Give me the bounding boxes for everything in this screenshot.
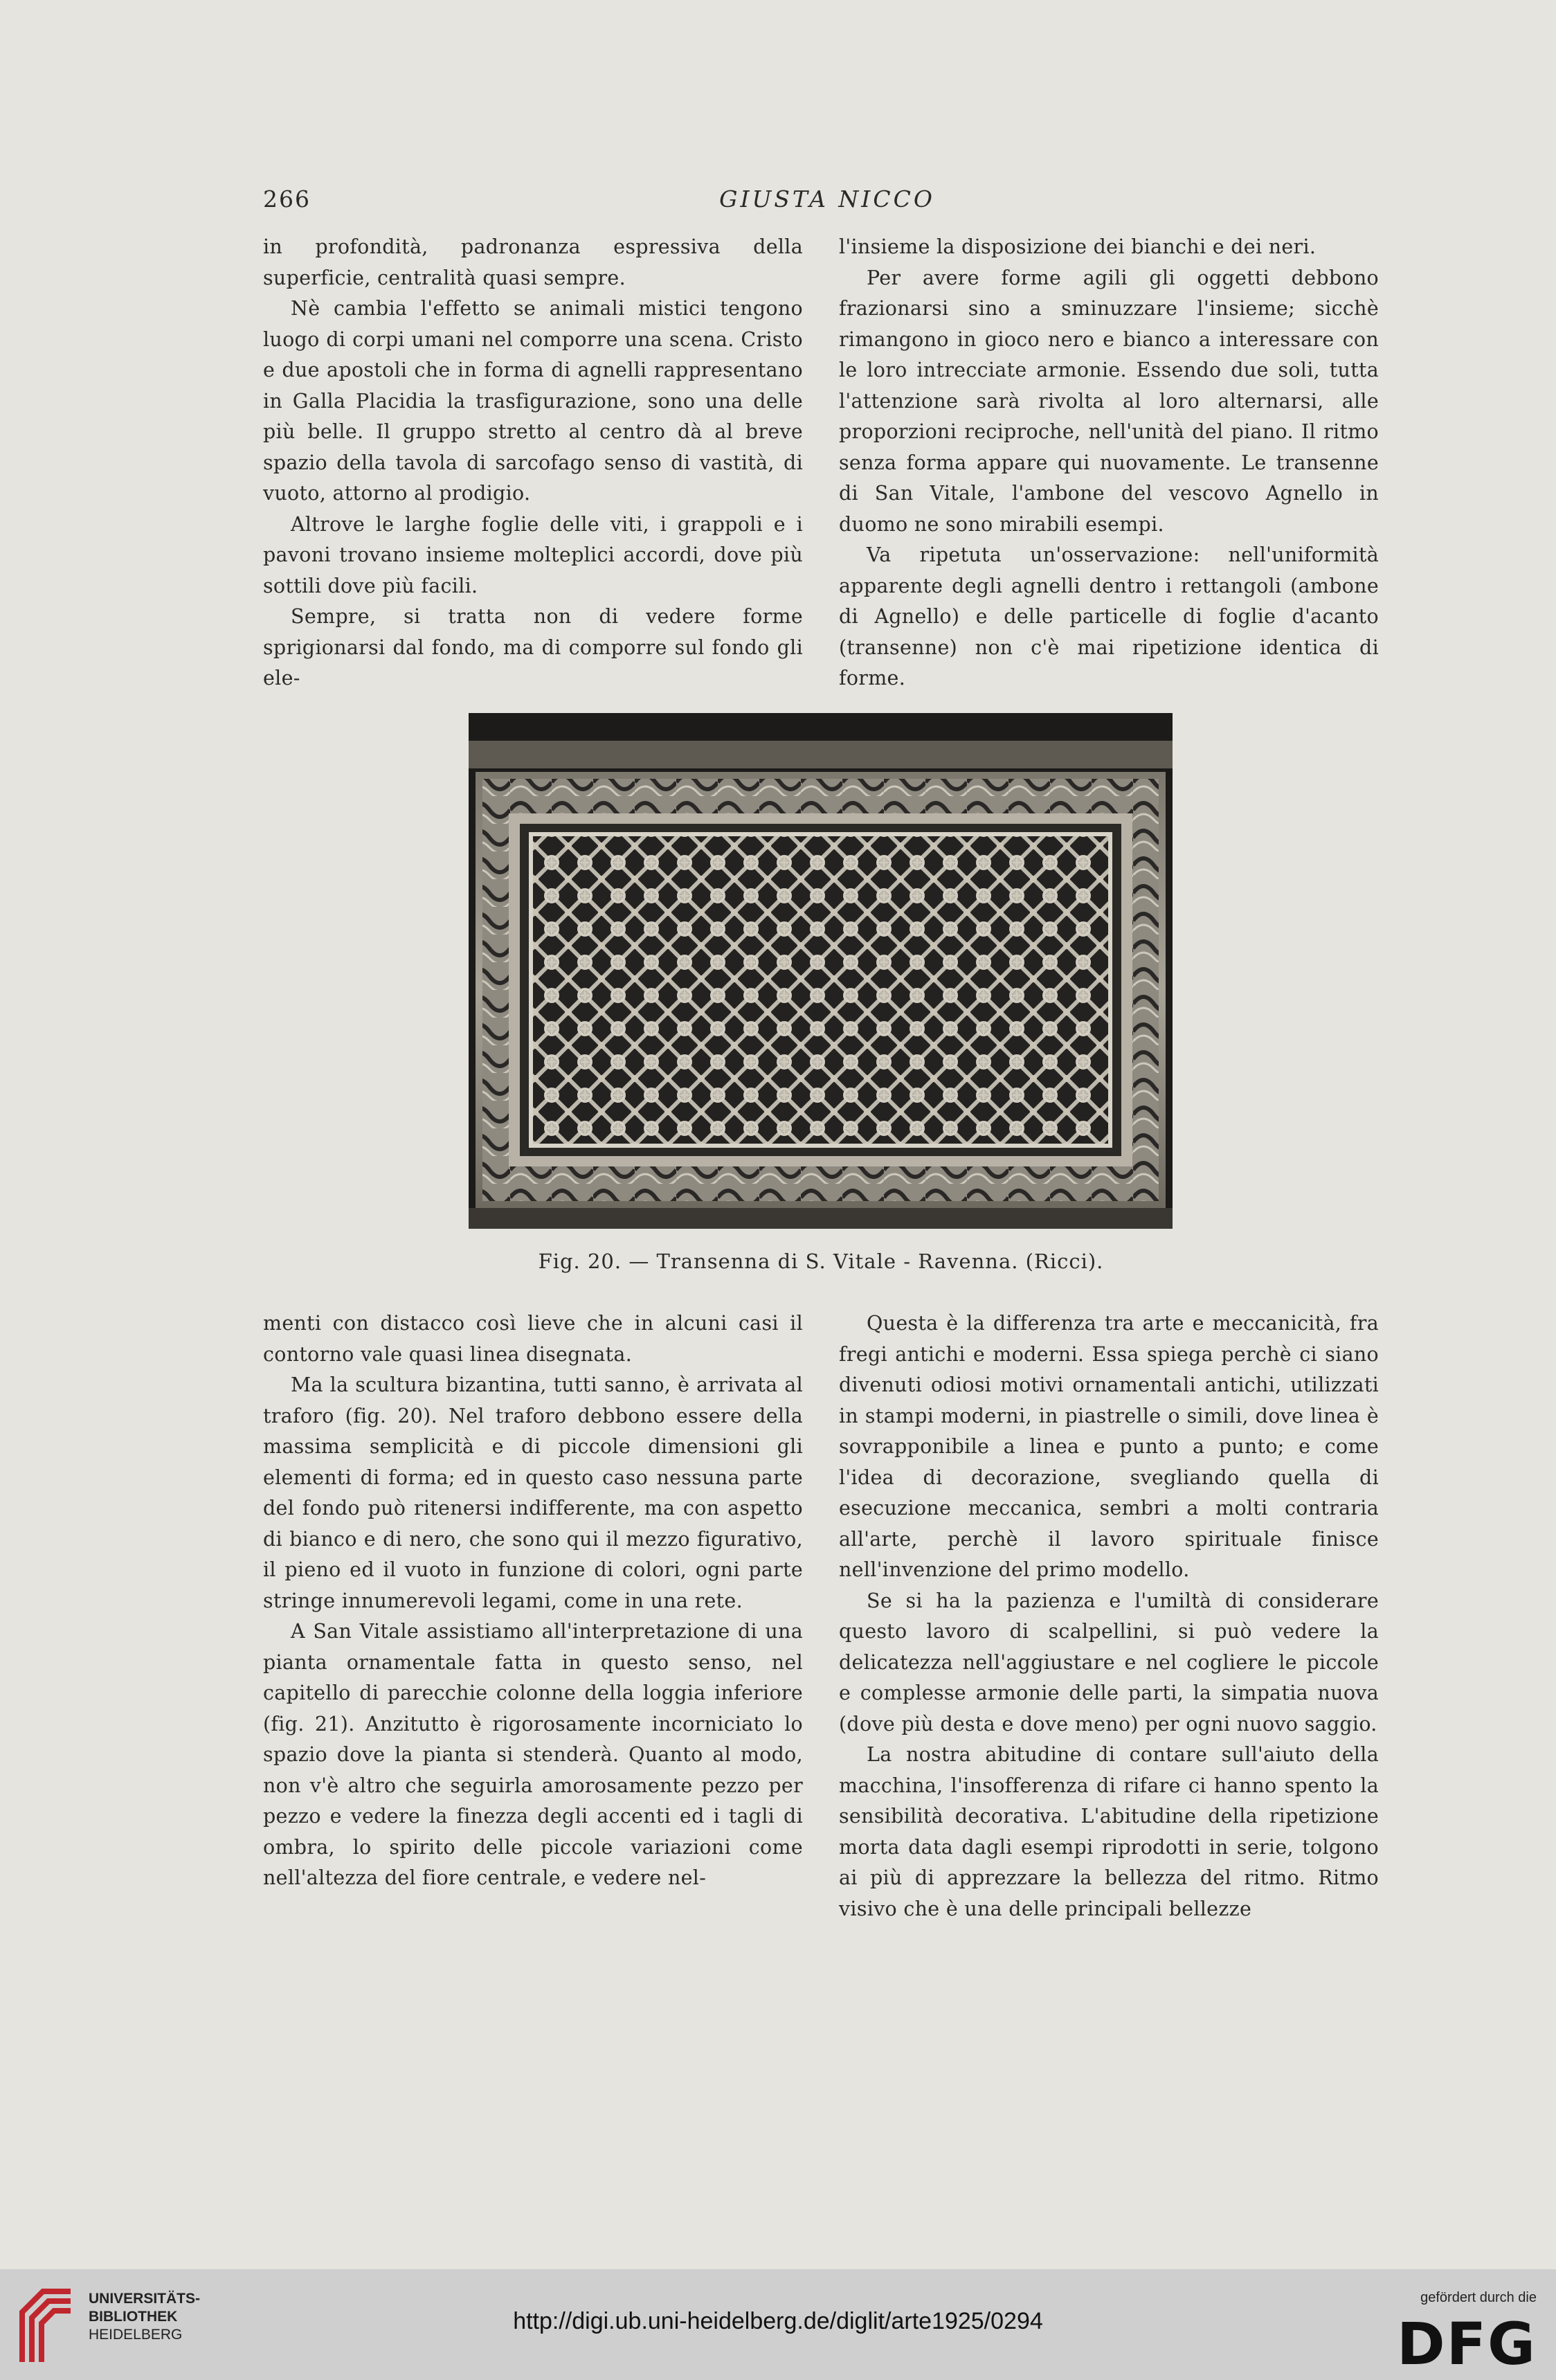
paragraph: Se si ha la pazienza e l'umiltà di considerare questo lavoro di scalpellini, si può vedere la delicatezza nell'aggiustare e nel cogliere le piccole e complesse armonie delle parti, la simpatia nuova (dove più desta e dove meno) per ogni nuovo saggio. (839, 1589, 1379, 1736)
paragraph: A San Vitale assistiamo all'interpretazione di una pianta ornamentale fatta in questo senso, nel capitello di parecchie colonne della loggia inferiore (fig. 21). Anzitutto è rigorosamente incorniciato lo spazio dove la pianta si stenderà. Quanto al modo, non v'è altro che seguirla amorosamente pezzo per pezzo e vedere la finezza degli accenti ed i tagli di ombra, lo spirito delle piccole variazioni come nell'altezza del fiore centrale, e vedere nel- (263, 1620, 803, 1889)
permalink-url[interactable]: http://digi.ub.uni-heidelberg.de/diglit/arte1925/0294 (513, 2308, 1043, 2334)
funding-label: gefördert durch die (1420, 2290, 1537, 2305)
paragraph: Altrove le larghe foglie delle viti, i grappoli e i pavoni trovano insieme molteplici accordi, dove più sottili dove più facili. (263, 512, 803, 597)
paragraph: Sempre, si tratta non di vedere forme sprigionarsi dal fondo, ma di comporre sul fondo gli ele- (263, 605, 803, 689)
dfg-logo: DFG (1396, 2310, 1537, 2378)
column-bottom-left (263, 1308, 803, 1894)
figure-caption: Fig. 20. — Transenna di S. Vitale - Ravenna. (Ricci). (538, 1250, 1104, 1273)
paragraph: Nè cambia l'effetto se animali mistici tengono luogo di corpi umani nel comporre una scena. Cristo e due apostoli che in forma di agnelli rappresentano in Galla Placidia la trasfigurazione, sono una delle più belle. Il gruppo stretto al centro dà al breve spazio della tavola di sarcofago senso di vastità, di vuoto, attorno al prodigio. (263, 297, 803, 505)
paragraph: Ma la scultura bizantina, tutti sanno, è arrivata al traforo (fig. 20). Nel traforo debbono essere della massima semplicità e di piccole dimensioni gli elementi di forma; ed in questo caso nessuna parte del fondo può ritenersi indifferente, ma con aspetto di bianco e di nero, che sono qui il mezzo figurativo, il pieno ed il vuoto in funzione di colori, ogni parte stringe innumerevoli legami, come in una rete. (263, 1373, 803, 1612)
paragraph: l'insieme la disposizione dei bianchi e dei neri. (839, 235, 1317, 258)
paragraph: Va ripetuta un'osservazione: nell'uniformità apparente degli agnelli dentro i rettangoli (ambone di Agnello) e delle particelle di foglie d'acanto (transenne) non c'è mai ripetizione identica di forme. (839, 543, 1379, 689)
column-top-right (839, 232, 1379, 694)
paragraph: in profondità, padronanza espressiva della superficie, centralità quasi sempre. (263, 235, 803, 289)
digitization-footer (0, 2269, 1556, 2380)
transenna-illustration (469, 713, 1173, 1229)
column-bottom-right (839, 1308, 1379, 1924)
paragraph: La nostra abitudine di contare sull'aiuto della macchina, l'insofferenza di rifare ci hanno spento la sensibilità decorativa. L'abitudine della ripetizione morta data dagli esempi riprodotti in serie, tolgono ai più di apprezzare la bellezza del ritmo. Ritmo visivo che è una delle principali bellezze (839, 1743, 1379, 1920)
page-number: 266 (263, 186, 311, 213)
page-header (263, 186, 1391, 220)
figure-transenna-photo (469, 713, 1173, 1229)
library-name-line-2: BIBLIOTHEK (89, 2309, 178, 2325)
running-title: GIUSTA NICCO (719, 186, 935, 213)
library-name-line-3: HEIDELBERG (89, 2327, 183, 2343)
paragraph: Questa è la differenza tra arte e meccanicità, fra fregi antichi e moderni. Essa spiega perchè ci siano divenuti odiosi motivi ornamentali antichi, utilizzati in stampi moderni, in piastrelle o simili, dove linea è sovrapponibile a linea e punto a punto; e come l'idea di decorazione, svegliando quella di esecuzione meccanica, sembri a molti contraria all'arte, perchè il lavoro spirituale finisce nell'invenzione del primo modello. (839, 1312, 1379, 1581)
paragraph: menti con distacco così lieve che in alcuni casi il contorno vale quasi linea disegnata. (263, 1312, 803, 1366)
library-name-line-1: UNIVERSITÄTS- (89, 2291, 201, 2307)
column-top-left (263, 232, 803, 694)
paragraph: Per avere forme agili gli oggetti debbono frazionarsi sino a sminuzzare l'insieme; sicchè rimangono in gioco nero e bianco a interessare con le loro intrecciate armonie. Essendo due soli, tutta l'attenzione sarà rivolta al loro alternarsi, alle proporzioni reciproche, nell'unità del piano. Il ritmo senza forma appare qui nuovamente. Le transenne di San Vitale, l'ambone del vescovo Agnello in duomo ne sono mirabili esempi. (839, 266, 1379, 536)
